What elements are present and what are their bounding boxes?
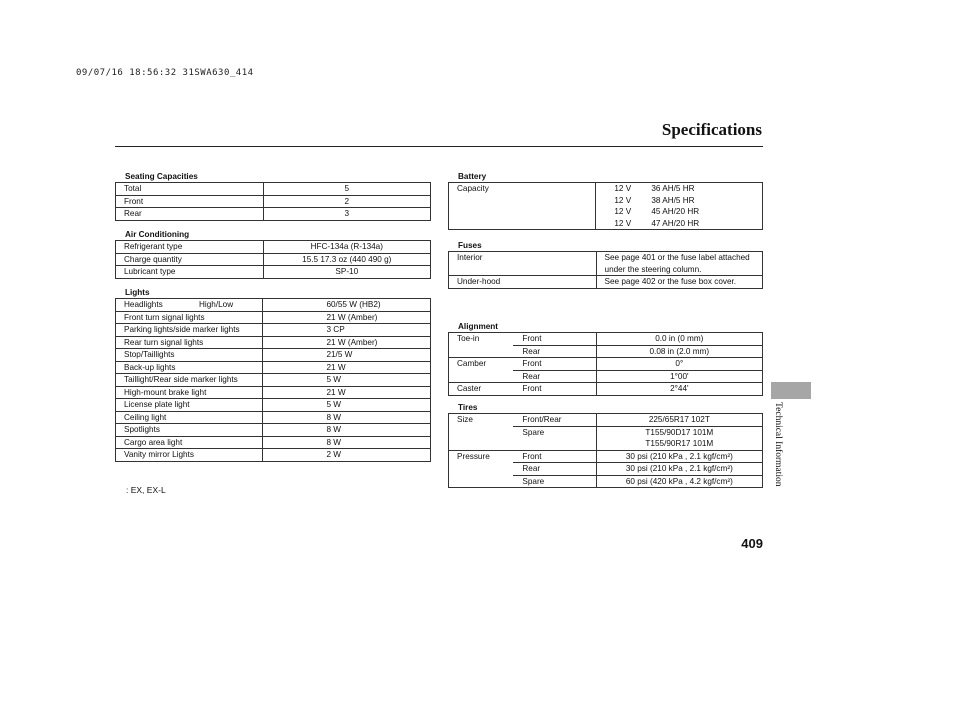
tires-row-sub: Front/Rear xyxy=(513,414,596,427)
lights-row-value: 5 W xyxy=(263,374,431,387)
alignment-row-value: 0° xyxy=(596,358,762,371)
lights-row-label-cell xyxy=(116,411,263,424)
tires-value-line: 30 psi (210 kPa , 2.1 kgf/cm²) xyxy=(625,451,733,461)
aircon-row xyxy=(116,241,431,254)
lights-row-label-cell xyxy=(116,374,263,387)
tires-row-value xyxy=(596,414,762,427)
lights-row-label: License plate light xyxy=(124,400,190,409)
lights-row-label: Rear turn signal lights xyxy=(124,337,204,347)
seating-row-value: 2 xyxy=(263,195,430,208)
lights-row-value: 8 W xyxy=(263,424,431,437)
fuses-row-value: See page 401 or the fuse label attached under the steering column. xyxy=(596,252,762,276)
battery-section xyxy=(448,171,763,230)
footnote: : EX, EX-L xyxy=(126,485,166,495)
tires-row-value xyxy=(596,450,762,463)
lights-row xyxy=(116,349,431,362)
lights-row-label-cell xyxy=(116,449,263,462)
battery-voltage: 12 V xyxy=(614,195,632,205)
lights-row xyxy=(116,436,431,449)
tires-group-label: Size xyxy=(449,414,514,451)
battery-voltage: 12 V xyxy=(614,207,632,216)
lights-row xyxy=(116,336,431,349)
lights-row-label: Cargo area light xyxy=(124,437,183,447)
battery-label: Capacity xyxy=(449,183,596,230)
fuses-row xyxy=(449,276,763,289)
section-tab-marker xyxy=(771,382,811,399)
lights-row-label: Back-up lights xyxy=(124,362,176,372)
lights-row xyxy=(116,424,431,437)
tires-value-line: T155/90D17 101M xyxy=(645,427,714,437)
seating-row-label: Rear xyxy=(116,208,264,221)
battery-table xyxy=(448,182,763,230)
fuses-row-value: See page 402 or the fuse box cover. xyxy=(596,276,762,289)
tires-section xyxy=(448,402,763,488)
lights-row xyxy=(116,449,431,462)
alignment-section xyxy=(448,321,763,396)
tires-row-sub: Rear xyxy=(513,463,596,476)
aircon-section xyxy=(115,229,431,279)
lights-row-value: 21 W xyxy=(263,386,431,399)
lights-row xyxy=(116,311,431,324)
battery-values xyxy=(596,183,763,230)
tires-row xyxy=(449,450,763,463)
tires-value-line: 30 psi (210 kPa , 2.1 kgf/cm²) xyxy=(625,464,733,473)
tires-row xyxy=(449,414,763,427)
battery-capacity: 38 AH/5 HR xyxy=(651,195,695,205)
lights-row-label: Headlights xyxy=(124,300,163,309)
lights-row xyxy=(116,399,431,412)
lights-row-label: Ceiling light xyxy=(124,412,167,422)
battery-value-line xyxy=(614,218,759,230)
seating-row xyxy=(116,195,431,208)
tires-row-sub: Spare xyxy=(513,426,596,450)
battery-voltage: 12 V xyxy=(614,218,632,228)
tires-row-sub: Front xyxy=(513,450,596,463)
alignment-row-value: 0.08 in (2.0 mm) xyxy=(596,345,762,358)
lights-row-value: 2 W xyxy=(263,449,431,462)
seating-row-label: Total xyxy=(116,183,264,196)
aircon-row-value: 15.5 17.3 oz (440 490 g) xyxy=(263,253,430,266)
alignment-row xyxy=(449,383,763,396)
alignment-row-value: 1°00' xyxy=(596,370,762,383)
aircon-row-label: Lubricant type xyxy=(116,266,264,279)
tires-heading: Tires xyxy=(458,403,478,412)
aircon-table xyxy=(115,240,431,279)
tires-group-label: Pressure xyxy=(449,450,514,488)
seating-row-label: Front xyxy=(116,195,264,208)
lights-row-value: 8 W xyxy=(263,436,431,449)
alignment-row-sub: Front xyxy=(513,358,596,371)
lights-row xyxy=(116,374,431,387)
lights-row-value: 3 CP xyxy=(263,324,431,337)
lights-row-value: 8 W xyxy=(263,411,431,424)
lights-row-label: Spotlights xyxy=(124,425,160,434)
tires-row-value xyxy=(596,426,762,450)
seating-table xyxy=(115,182,431,221)
lights-row-label: Front turn signal lights xyxy=(124,312,205,322)
aircon-heading: Air Conditioning xyxy=(125,230,190,239)
lights-row-label-cell xyxy=(116,311,263,324)
battery-capacity: 47 AH/20 HR xyxy=(651,218,700,228)
lights-row-label: Stop/Taillights xyxy=(124,350,175,359)
seating-row xyxy=(116,208,431,221)
seating-row-value: 5 xyxy=(263,183,430,196)
tires-value-line: 225/65R17 102T xyxy=(648,415,710,424)
lights-row xyxy=(116,299,431,312)
alignment-table xyxy=(448,332,763,396)
lights-row-value: 21 W (Amber) xyxy=(263,311,431,324)
lights-row-label-cell xyxy=(116,299,263,312)
alignment-row-sub: Rear xyxy=(513,345,596,358)
lights-row-label-cell xyxy=(116,436,263,449)
lights-row-label: Taillight/Rear side marker lights xyxy=(124,375,238,384)
lights-row-label: Vanity mirror Lights xyxy=(124,450,194,459)
lights-row xyxy=(116,324,431,337)
lights-section xyxy=(115,287,431,462)
tires-row-value xyxy=(596,463,762,476)
alignment-row-sub: Front xyxy=(513,333,596,346)
lights-row xyxy=(116,411,431,424)
tires-row-sub: Spare xyxy=(513,475,596,488)
side-section-label: Technical Information xyxy=(773,402,783,487)
battery-value-line xyxy=(614,183,759,195)
battery-capacity: 45 AH/20 HR xyxy=(651,207,700,216)
lights-row-value: 5 W xyxy=(263,399,431,412)
page-title: Specifications xyxy=(661,120,762,139)
tires-table xyxy=(448,413,763,488)
fuses-row xyxy=(449,252,763,276)
lights-row-label-cell xyxy=(116,399,263,412)
lights-table xyxy=(115,298,431,462)
fuses-table xyxy=(448,251,763,289)
tires-row-value xyxy=(596,475,762,488)
lights-row xyxy=(116,361,431,374)
print-stamp: 09/07/16 18:56:32 31SWA630_414 xyxy=(76,68,254,78)
alignment-group-label: Caster xyxy=(449,383,514,396)
aircon-row-label: Refrigerant type xyxy=(116,241,264,254)
aircon-row xyxy=(116,266,431,279)
lights-row-label-cell xyxy=(116,386,263,399)
fuses-heading: Fuses xyxy=(458,241,482,250)
alignment-row xyxy=(449,333,763,346)
lights-row-sub: High/Low xyxy=(199,300,234,309)
alignment-group-label: Toe-in xyxy=(449,333,514,358)
aircon-row-value: SP-10 xyxy=(263,266,430,279)
alignment-row-value: 2°44' xyxy=(596,383,762,396)
aircon-row-value: HFC-134a (R-134a) xyxy=(263,241,430,254)
battery-capacity: 36 AH/5 HR xyxy=(651,184,695,193)
fuses-row-label: Under-hood xyxy=(449,276,597,289)
battery-value-line xyxy=(614,206,759,218)
lights-row-label-cell xyxy=(116,424,263,437)
tires-value-line: T155/90R17 101M xyxy=(645,439,714,448)
fuses-row-label: Interior xyxy=(449,252,597,276)
lights-row-label: Parking lights/side marker lights xyxy=(124,325,240,334)
battery-heading: Battery xyxy=(458,172,487,181)
lights-row-value: 21/5 W xyxy=(263,349,431,362)
fuses-section xyxy=(448,240,763,289)
lights-row-value: 21 W xyxy=(263,361,431,374)
alignment-row-value: 0.0 in (0 mm) xyxy=(596,333,762,346)
lights-row-value: 21 W (Amber) xyxy=(263,336,431,349)
seating-row-value: 3 xyxy=(263,208,430,221)
aircon-row-label: Charge quantity xyxy=(116,253,264,266)
lights-heading: Lights xyxy=(125,288,150,297)
alignment-row xyxy=(449,358,763,371)
lights-row-label: High-mount brake light xyxy=(124,387,207,397)
alignment-group-label: Camber xyxy=(449,358,514,383)
battery-voltage: 12 V xyxy=(614,184,632,193)
alignment-heading: Alignment xyxy=(458,322,499,331)
alignment-row-sub: Rear xyxy=(513,370,596,383)
lights-row-value: 60/55 W (HB2) xyxy=(263,299,431,312)
battery-value-line xyxy=(614,195,759,207)
aircon-row xyxy=(116,253,431,266)
lights-row xyxy=(116,386,431,399)
lights-row-label-cell xyxy=(116,324,263,337)
tires-value-line: 60 psi (420 kPa , 4.2 kgf/cm²) xyxy=(625,476,733,486)
lights-row-label-cell xyxy=(116,361,263,374)
header-rule xyxy=(115,146,763,147)
lights-row-label-cell xyxy=(116,336,263,349)
seating-section xyxy=(115,171,431,221)
page-number: 409 xyxy=(741,536,763,551)
lights-row-label-cell xyxy=(116,349,263,362)
seating-row xyxy=(116,183,431,196)
alignment-row-sub: Front xyxy=(513,383,596,396)
seating-heading: Seating Capacities xyxy=(125,172,198,181)
